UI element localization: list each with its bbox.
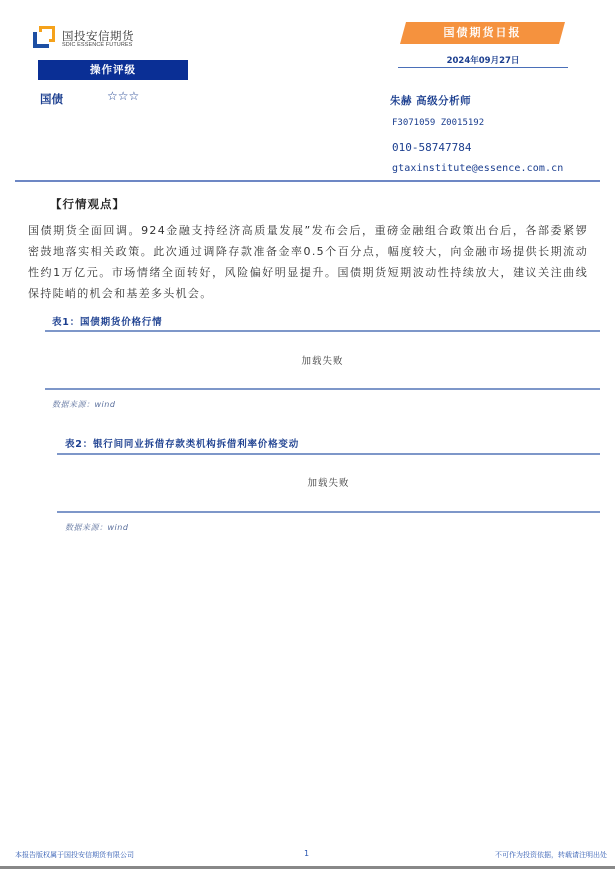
footer-disclaimer: 不可作为投资依据，转载请注明出处 [495,851,607,859]
market-view-body: 国债期货全面回调。924金融支持经济高质量发展”发布会后，重磅金融组合政策出台后，各部委紧锣密鼓地落实相关政策。此次通过调降存款准备金率0.5个百分点，幅度较大，向金融市场提供长期流动性约1万亿元。市场情绪全面转好，风险偏好明显提升。国债期货短期波动性持续放大，建议关注曲线保持陡峭的机会和基差多头机会。 [28,224,588,300]
logo-name-cn: 国投安信期货 [62,29,134,43]
table-2-top-rule [57,453,600,455]
table-2-bottom-rule [57,511,600,513]
rating-stars-icon: ☆☆☆ [107,89,140,103]
logo-name-en: SDIC ESSENCE FUTURES [62,42,133,48]
company-logo [33,26,153,52]
date-divider [398,67,568,68]
footer-divider [0,866,615,869]
rating-item: 国债 [40,92,63,106]
table-1-top-rule [45,330,600,332]
table-1-title: 表1：国债期货价格行情 [52,317,163,328]
table-2-load-failed: 加载失败 [307,478,350,489]
analyst-email[interactable]: gtaxinstitute@essence.com.cn [392,163,564,174]
analyst-name: 朱赫 高级分析师 [390,95,472,107]
section-title: 【行情观点】 [50,197,125,211]
footer-copyright: 本报告版权属于国投安信期货有限公司 [15,851,134,859]
report-banner [400,22,565,44]
analyst-phone: 010-58747784 [392,141,472,154]
header-divider [15,180,600,182]
table-2-source: 数据来源：wind [65,523,129,532]
table-1-source: 数据来源：wind [52,400,116,409]
page-number: 1 [304,849,310,858]
table-1-bottom-rule [45,388,600,390]
report-date: 2024年09月27日 [446,56,520,66]
table-1-load-failed: 加载失败 [301,356,344,367]
rating-header: 操作评级 [38,60,188,80]
table-2-title: 表2：银行间同业拆借存款类机构拆借利率价格变动 [65,439,300,450]
analyst-cert: F3071059 Z0015192 [392,118,485,128]
report-title: 国债期货日报 [443,26,522,39]
logo-mark-icon [33,26,55,48]
